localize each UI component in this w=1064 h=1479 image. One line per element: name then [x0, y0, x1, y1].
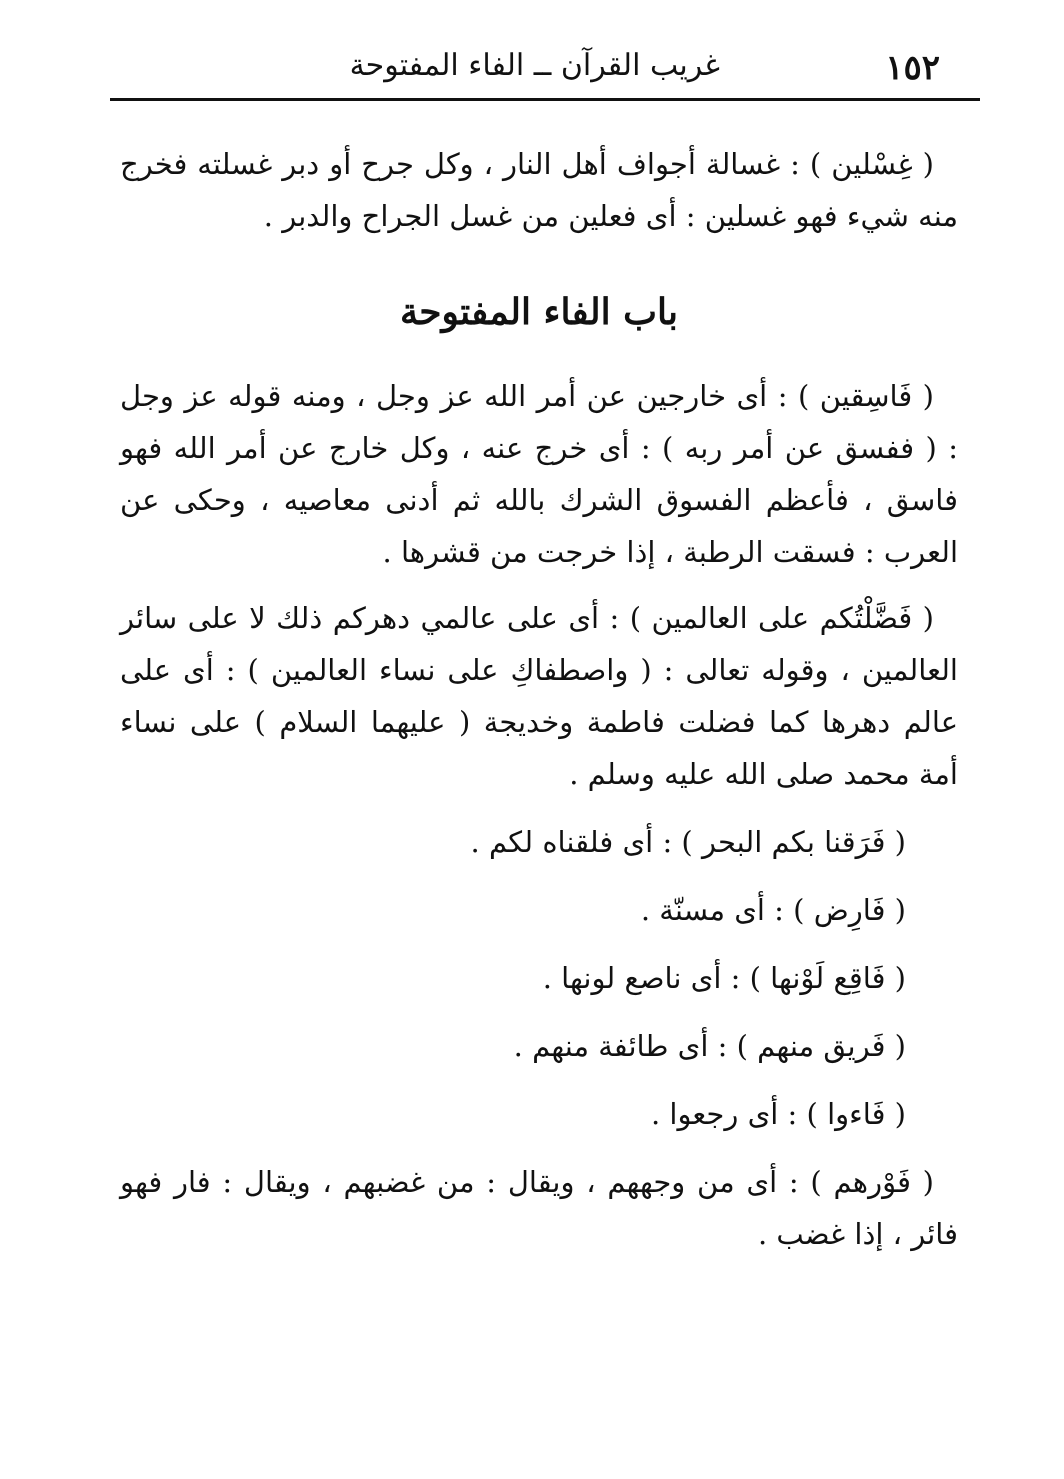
- entry-farid: ( فَارِض ) : أى مسنّة .: [640, 893, 906, 927]
- entry-fasiqin: ( فَاسِقين ) : أى خارجين عن أمر الله عز وجل ، ومنه قوله عز وجل : ( ففسق عن أمر ربه ) : أى خرج عنه ، وكل خارج عن أمر الله فهو فاسق ، فأعظم الفسوق الشرك بالله ثم أدنى معاصيه ، وحكى عن العرب : فسقت الرطبة ، إذا خرجت من قشرها .: [120, 379, 958, 569]
- entry-faqi: ( فَاقِع لَوْنها ) : أى ناصع لونها .: [542, 961, 906, 995]
- entry-fawrihim: ( فَوْرهم ) : أى من وجههم ، ويقال : من غضبهم ، ويقال : فار فهو فائر ، إذا غضب .: [120, 1165, 958, 1251]
- page-body: [120, 138, 958, 1260]
- page-header: [110, 38, 980, 96]
- entry-fariq: ( فَريق منهم ) : أى طائفة منهم .: [513, 1029, 906, 1063]
- section-title: باب الفاء المفتوحة: [399, 291, 679, 333]
- running-title: غريب القرآن ــ الفاء المفتوحة: [349, 48, 720, 83]
- entry-faraqna: ( فَرَقنا بكم البحر ) : أى فلقناه لكم .: [470, 825, 906, 859]
- entry-fau: ( فَاءوا ) : أى رجعوا .: [650, 1097, 906, 1131]
- entry-faddaltukum: ( فَضَّلْتُكم على العالمين ) : أى على عالمي دهركم ذلك لا على سائر العالمين ، وقوله تعالى : ( واصطفاكِ على نساء العالمين ) : أى على عالم دهرها كما فضلت فاطمة وخديجة ( عليهما السلام ) على نساء أمة محمد صلى الله عليه وسلم .: [120, 601, 958, 791]
- entry-ghislin: ( غِسْلين ) : غسالة أجواف أهل النار ، وكل جرح أو دبر غسلته فخرج منه شيء فهو غسلين : أى فعلين من غسل الجراح والدبر .: [120, 147, 958, 233]
- page-number: ١٥٢: [885, 48, 940, 88]
- header-rule: [110, 98, 980, 101]
